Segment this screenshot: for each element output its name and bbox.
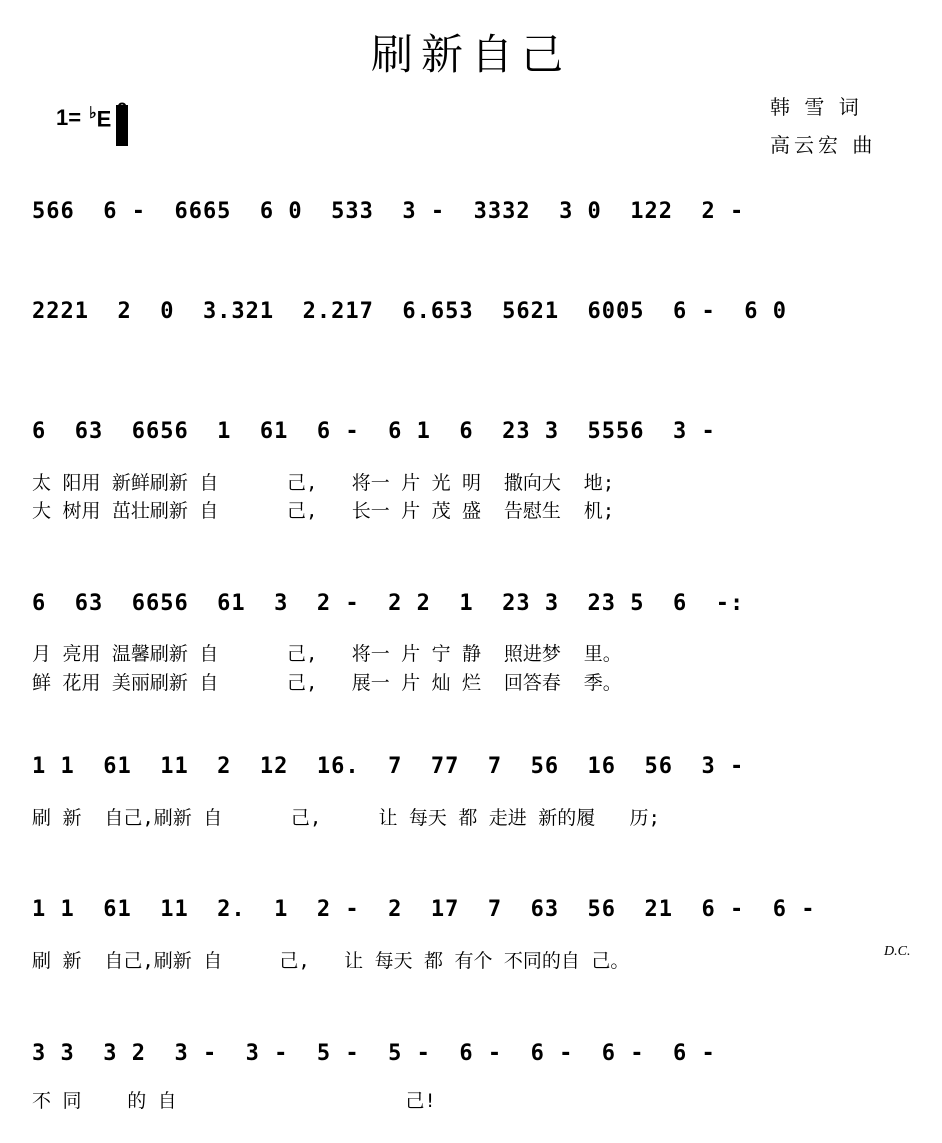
notes: 2221 2 0 3.321 2.217 6.653 5621 6005 6 - 6 0 — [32, 299, 787, 324]
notes: 6 63 6656 61 3 2 - 2 2 1 23 3 23 5 6 -: — [32, 591, 745, 616]
key-signature — [56, 100, 127, 136]
staff-row-4 — [28, 580, 914, 628]
notes: 1 1 61 11 2. 1 2 - 2 17 7 63 56 21 6 - 6 - — [32, 897, 816, 922]
lyric-line-4: 鲜 花用 美丽刷新 自 己, 展一 片 灿 烂 回答春 季。 — [32, 672, 622, 694]
key-note: E — [96, 106, 112, 132]
lyric-line-5: 刷 新 自己,刷新 自 己, 让 每天 都 走进 新的履 历; — [32, 807, 660, 829]
flat-icon: ♭ — [89, 105, 97, 123]
staff-row-7 — [28, 1030, 914, 1078]
staff-row-2 — [28, 288, 914, 336]
composer: 高云宏 曲 — [770, 133, 877, 157]
staff-row-1 — [28, 188, 914, 236]
lyric-line-1: 太 阳用 新鲜刷新 自 己, 将一 片 光 明 撒向大 地; — [32, 472, 615, 494]
song-title: 刷新自己 — [370, 30, 571, 79]
fraction-bar — [116, 105, 128, 146]
staff-row-6 — [28, 886, 914, 934]
lyric-line-6: 刷 新 自己,刷新 自 己, 让 每天 都 有个 不同的自 己。 — [32, 950, 630, 972]
staff-row-3 — [28, 408, 914, 456]
lyric-line-2: 大 树用 茁壮刷新 自 己, 长一 片 茂 盛 告慰生 机; — [32, 500, 615, 522]
lyric-line-3: 月 亮用 温馨刷新 自 己, 将一 片 宁 静 照进梦 里。 — [32, 643, 622, 665]
notes: 566 6 - 6665 6 0 533 3 - 3332 3 0 122 2 - — [32, 199, 745, 224]
time-signature — [117, 100, 126, 136]
notes: 1 1 61 11 2 12 16. 7 77 7 56 16 56 3 - — [32, 754, 745, 779]
dc-mark: D.C. — [884, 944, 911, 959]
staff-row-5 — [28, 743, 914, 791]
lyricist: 韩 雪 词 — [770, 95, 863, 119]
lyric-line-7: 不 同 的 自 己! — [32, 1090, 436, 1112]
notes: 6 63 6656 1 61 6 - 6 1 6 23 3 5556 3 - — [32, 419, 716, 444]
notes: 3 3 3 2 3 - 3 - 5 - 5 - 6 - 6 - 6 - 6 - — [32, 1041, 716, 1066]
key-prefix: 1= — [56, 105, 82, 130]
credits — [770, 88, 876, 164]
